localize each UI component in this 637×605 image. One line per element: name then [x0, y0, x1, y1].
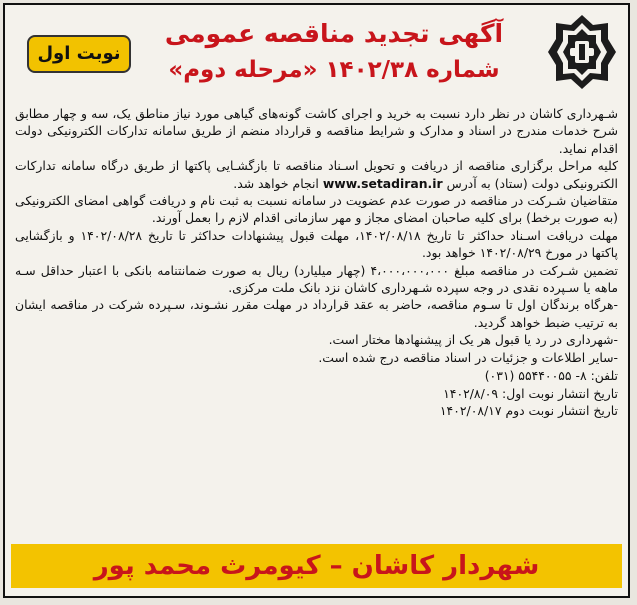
paragraph-guarantee: تضمین شـرکت در مناقصه مبلغ ۴،۰۰۰،۰۰۰،۰۰۰ (چهار میلیارد) ریال به صورت ضمانتنامه بانکی با اعتبار حداقل سـه ماهه یا سـپرده نقدی در وجه سپرده شـهرداری کاشان نزد بانک ملت مرکزی.: [15, 262, 619, 296]
process-text-end: انجام خواهد شد.: [233, 175, 319, 191]
phone-number: تلفن: ۸- ۵۵۴۴۰۰۵۵ (۰۳۱): [484, 368, 618, 384]
ad-title: آگهی تجدید مناقصه عمومی: [164, 19, 504, 48]
first-publication-date: تاریخ انتشار نوبت اول: ۱۴۰۲/۸/۰۹: [443, 385, 618, 401]
ad-body: [15, 105, 618, 419]
publication-round-badge: نوبت اول: [27, 35, 131, 73]
tender-number: شماره ۱۴۰۲/۳۸ «مرحله دوم»: [168, 57, 500, 83]
paragraph-registration: متقاضیان شـرکت در مناقصه در صورت عدم عضویت در سامانه نسبت به ثبت نام و دریافت گواهی امضای الکترونیکی (به صورت برخط) برای کلیه صاحبان امضای مجاز و مهر سازمانی اقدام لازم را بعمل آورند.: [15, 193, 618, 226]
paragraph-process: [15, 157, 618, 192]
paragraph-rights: -شهرداری در رد یا قبول هر یک از پیشنهادها مختار است.: [328, 332, 618, 348]
header: [5, 5, 628, 100]
second-publication-date: تاریخ انتشار نوبت دوم ۱۴۰۲/۰۸/۱۷: [439, 402, 618, 418]
mayor-signature-bar: شهردار کاشان – کیومرث محمد پور: [11, 544, 622, 588]
process-text: کلیه مراحل برگزاری مناقصه از دریافت و تحویل اسـناد مناقصه تا بازگشـایی پاکتها از طریق درگاه سامانه تدارکات الکترونیکی دولت (ستاد) به آدرس: [15, 158, 618, 191]
kashan-municipality-logo-icon: [546, 13, 618, 91]
paragraph-deadlines: مهلت دریافت اسـناد حداکثر تا تاریخ ۱۴۰۲/۰۸/۱۸، مهلت قبول پیشنهادات حداکثر تا تاریخ ۱۴۰۲/۰۸/۲۸ و بازگشایی پاکتها در مورخ ۱۴۰۲/۰۸/۲۹ خواهد بود.: [15, 227, 618, 261]
setad-url-link[interactable]: www.setadiran.ir: [322, 175, 443, 191]
advertisement-frame: [3, 3, 630, 598]
paragraph-forfeit: -هرگاه برندگان اول تا سـوم مناقصه، حاضر به عقد قرارداد در مهلت مقرر نشـوند، سـپرده شرکت در مناقصه ایشان به ترتیب ضبط خواهد گردید.: [15, 297, 618, 330]
paragraph-intro: شـهرداری کاشان در نظر دارد نسبت به خرید و اجرای کاشت گونه‌های گیاهی مورد نیاز مناطق یک، سه و چهار مطابق شرح خدمات مندرج در اسناد و مدارک و شرایط مناقصه و قرارداد منضم از طریق سامانه تدارکات الکترونیکی دولت اقدام نماید.: [15, 106, 618, 156]
paragraph-details: -سایر اطلاعات و جزئیات در اسناد مناقصه درج شده است.: [318, 349, 618, 365]
